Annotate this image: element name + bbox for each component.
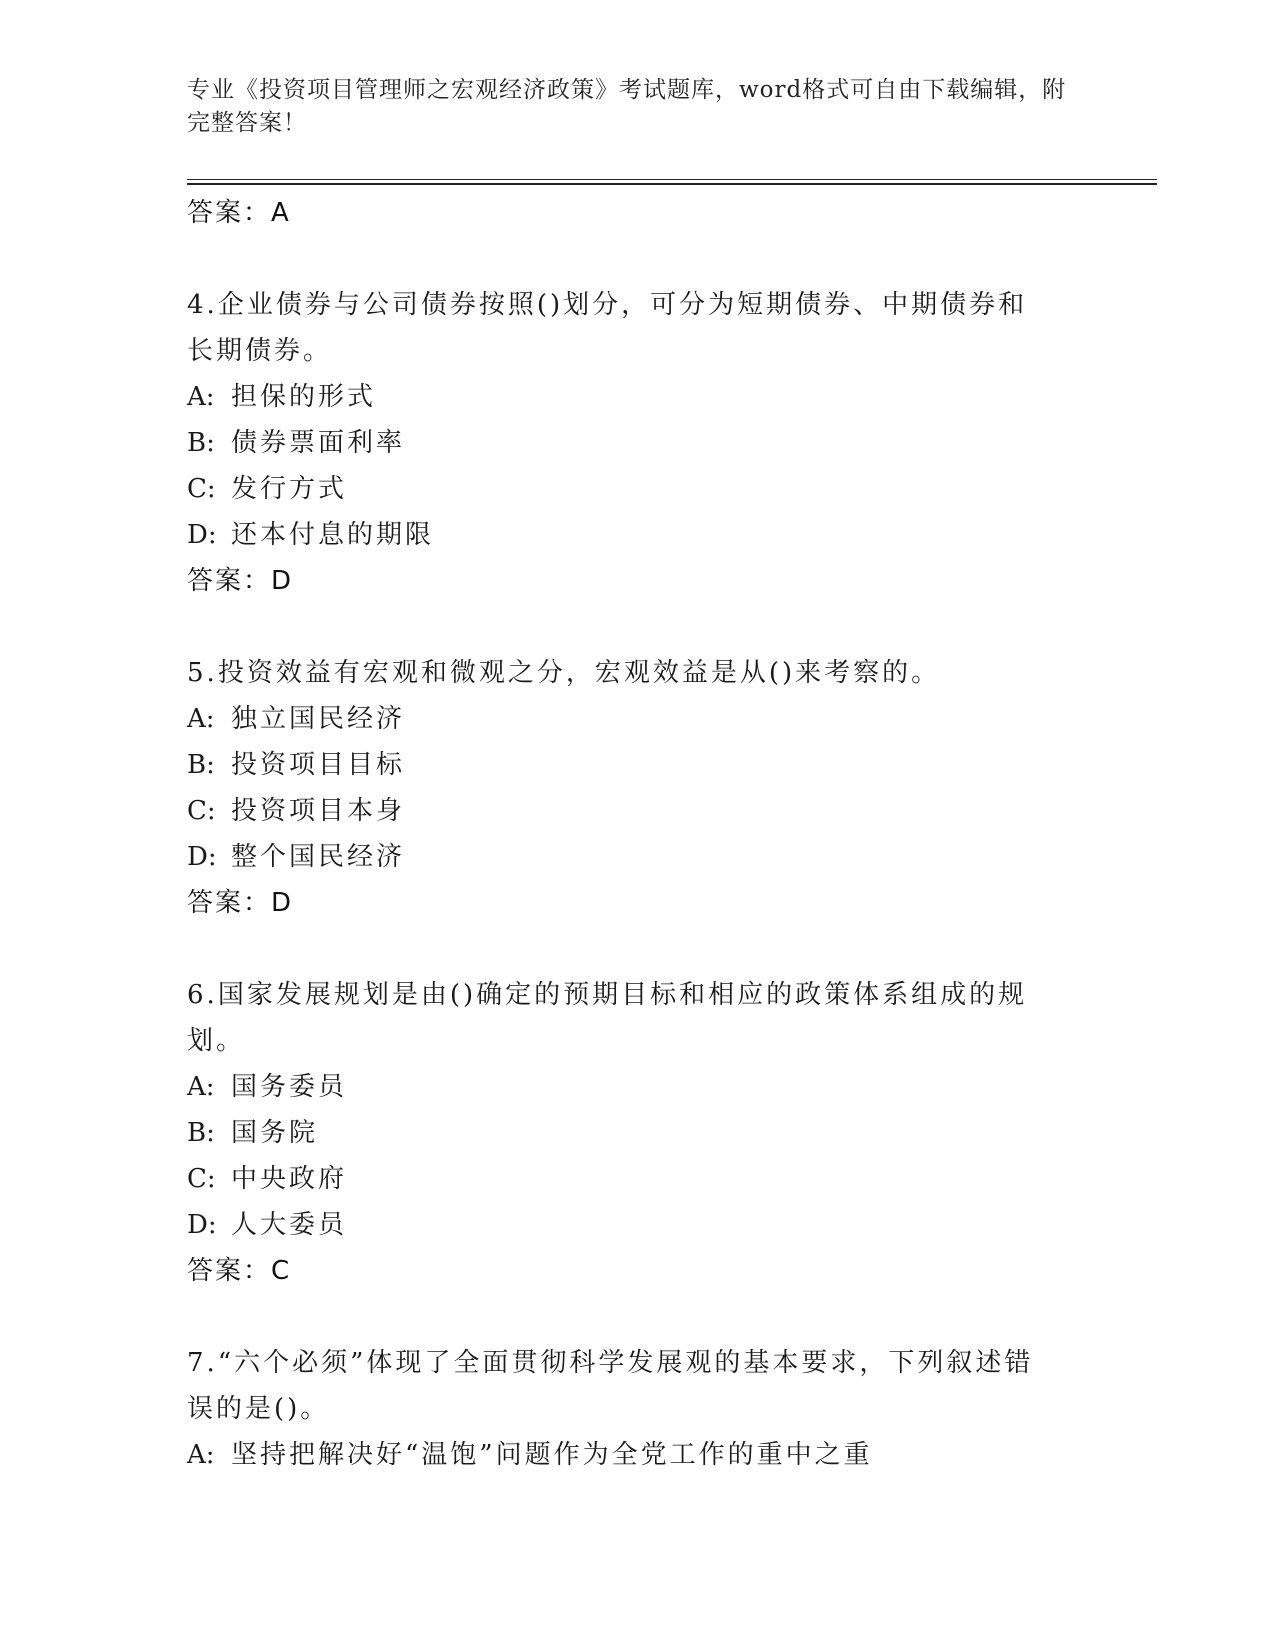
question-text: 投资效益有宏观和微观之分，宏观效益是从()来考察的。: [217, 658, 941, 688]
option-text: 国务院: [231, 1118, 319, 1148]
option-d: [187, 1202, 1057, 1248]
question-number: 7.: [187, 1348, 218, 1378]
question-number: 6.: [187, 980, 218, 1010]
option-key: C:: [187, 474, 216, 504]
answer-line: [187, 190, 1057, 236]
answer-line: [187, 1248, 1057, 1294]
option-text: 坚持把解决好“温饱”问题作为全党工作的重中之重: [231, 1440, 873, 1470]
option-text: 发行方式: [231, 474, 348, 504]
option-text: 中央政府: [231, 1164, 348, 1194]
answer-label: 答案：: [187, 198, 272, 228]
question-text: 企业债券与公司债券按照()划分，可分为短期债券、中期债券和长期债券。: [187, 290, 1028, 366]
option-a: [187, 1432, 1057, 1478]
option-text: 国务委员: [231, 1072, 348, 1102]
header-divider-thin: [187, 179, 1157, 180]
option-text: 投资项目目标: [231, 750, 406, 780]
answer-line: [187, 558, 1057, 604]
question-6: [187, 972, 1047, 1064]
question-7: [187, 1340, 1047, 1432]
option-a: [187, 696, 1057, 742]
question-5: [187, 650, 1047, 696]
option-c: [187, 788, 1057, 834]
header-divider-thick: [187, 183, 1157, 185]
answer-value: D: [271, 888, 293, 918]
answer-label: 答案：: [187, 888, 272, 918]
option-key: B:: [187, 428, 215, 458]
option-text: 人大委员: [231, 1210, 348, 1240]
option-b: [187, 1110, 1057, 1156]
option-key: C:: [187, 796, 216, 826]
option-key: B:: [187, 1118, 215, 1148]
option-key: A:: [187, 704, 215, 734]
option-key: D:: [187, 1210, 217, 1240]
option-c: [187, 1156, 1057, 1202]
option-key: D:: [187, 842, 217, 872]
option-key: A:: [187, 1072, 215, 1102]
question-text: “六个必须”体现了全面贯彻科学发展观的基本要求，下列叙述错误的是()。: [187, 1348, 1034, 1424]
option-b: [187, 742, 1057, 788]
answer-value: C: [271, 1256, 291, 1286]
question-4: [187, 282, 1047, 374]
option-d: [187, 512, 1057, 558]
option-a: [187, 374, 1057, 420]
option-key: D:: [187, 520, 217, 550]
option-d: [187, 834, 1057, 880]
question-number: 4.: [187, 290, 218, 320]
option-text: 独立国民经济: [231, 704, 406, 734]
answer-value: A: [271, 198, 290, 228]
option-text: 还本付息的期限: [231, 520, 435, 550]
option-b: [187, 420, 1057, 466]
answer-line: [187, 880, 1057, 926]
answer-value: D: [271, 566, 293, 596]
option-text: 担保的形式: [231, 382, 377, 412]
answer-label: 答案：: [187, 566, 272, 596]
option-key: C:: [187, 1164, 216, 1194]
option-c: [187, 466, 1057, 512]
answer-label: 答案：: [187, 1256, 272, 1286]
option-text: 整个国民经济: [231, 842, 406, 872]
document-header-intro: 专业《投资项目管理师之宏观经济政策》考试题库，word格式可自由下载编辑，附完整答案！: [187, 77, 1067, 136]
option-key: B:: [187, 750, 215, 780]
option-key: A:: [187, 382, 215, 412]
option-key: A:: [187, 1440, 215, 1470]
option-text: 债券票面利率: [231, 428, 406, 458]
question-number: 5.: [187, 658, 218, 688]
question-list: [187, 190, 1057, 1478]
question-text: 国家发展规划是由()确定的预期目标和相应的政策体系组成的规划。: [187, 980, 1028, 1056]
option-text: 投资项目本身: [231, 796, 406, 826]
option-a: [187, 1064, 1057, 1110]
